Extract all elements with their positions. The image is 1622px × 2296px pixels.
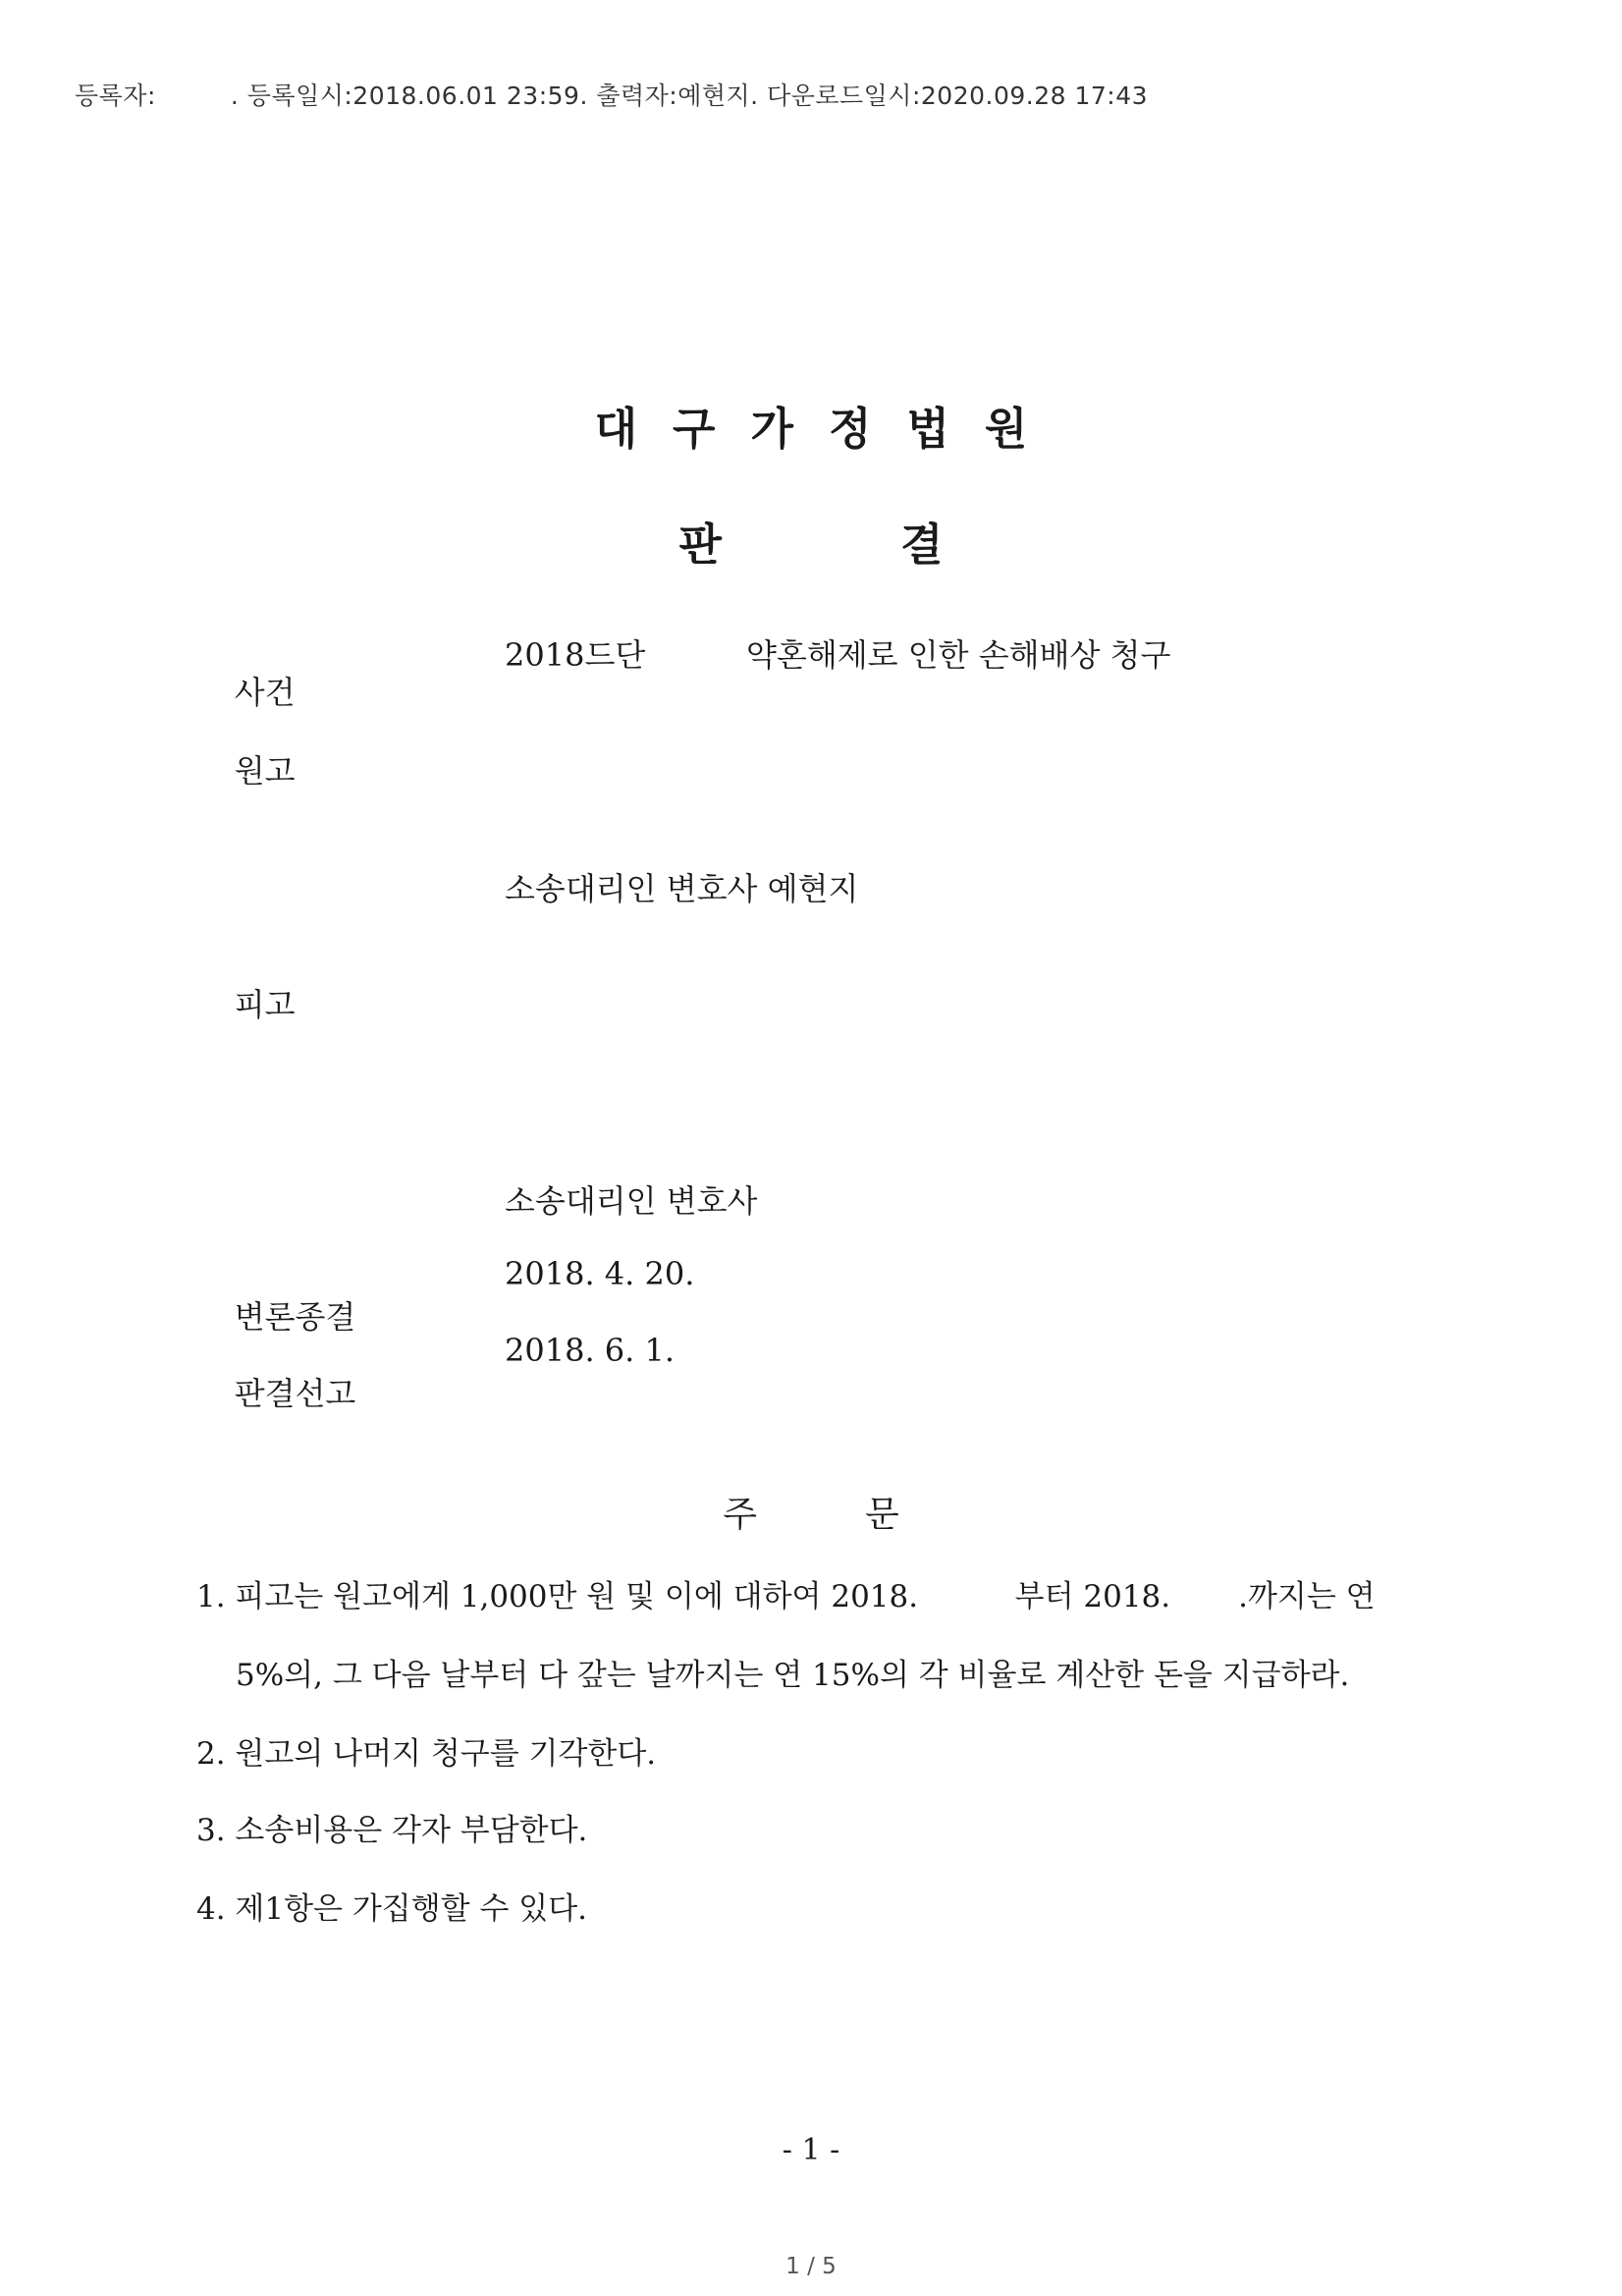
ruling-item-1: 1. 피고는 원고에게 1,000만 원 및 이에 대하여 2018. 부터 2018. .까지는 연 — [196, 1579, 1376, 1614]
sentence-label: 판결선고 — [234, 1375, 356, 1412]
ruling-item-2: 2. 원고의 나머지 청구를 기각한다. — [196, 1736, 657, 1772]
court-name: 대구가정법원 — [594, 403, 1063, 455]
case-number: 2018드단 — [505, 636, 646, 674]
plaintiff-row — [194, 709, 404, 829]
print-header: 등록자: . 등록일시:2018.06.01 23:59. 출력자:예현지. 다운로드일시:2020.09.28 17:43 — [75, 82, 1149, 110]
ruling-item-4: 4. 제1항은 가집행할 수 있다. — [196, 1891, 588, 1927]
page-number: - 1 - — [782, 2133, 840, 2167]
case-title: 약혼해제로 인한 손해배상 청구 — [746, 636, 1171, 674]
sentence-row — [194, 1332, 676, 1489]
document-type-title: 판결 — [678, 519, 1122, 571]
plaintiff-label: 원고 — [234, 752, 296, 790]
closing-date: 2018. 4. 20. — [505, 1255, 695, 1292]
case-label: 사건 — [234, 674, 296, 711]
defendant-label: 피고 — [234, 986, 296, 1023]
page-count: 1 / 5 — [785, 2254, 837, 2279]
plaintiff-counsel: 소송대리인 변호사 예현지 — [505, 870, 859, 907]
sentence-date: 2018. 6. 1. — [505, 1332, 676, 1369]
ruling-title: 주문 — [723, 1495, 1007, 1535]
defendant-row — [194, 943, 404, 1063]
defendant-counsel: 소송대리인 변호사 — [505, 1182, 758, 1220]
ruling-item-1-cont: 5%의, 그 다음 날부터 다 갚는 날까지는 연 15%의 각 비율로 계산한 돈을 지급하라. — [236, 1658, 1350, 1693]
closing-label: 변론종결 — [234, 1298, 356, 1336]
ruling-item-3: 3. 소송비용은 각자 부담한다. — [196, 1813, 588, 1848]
